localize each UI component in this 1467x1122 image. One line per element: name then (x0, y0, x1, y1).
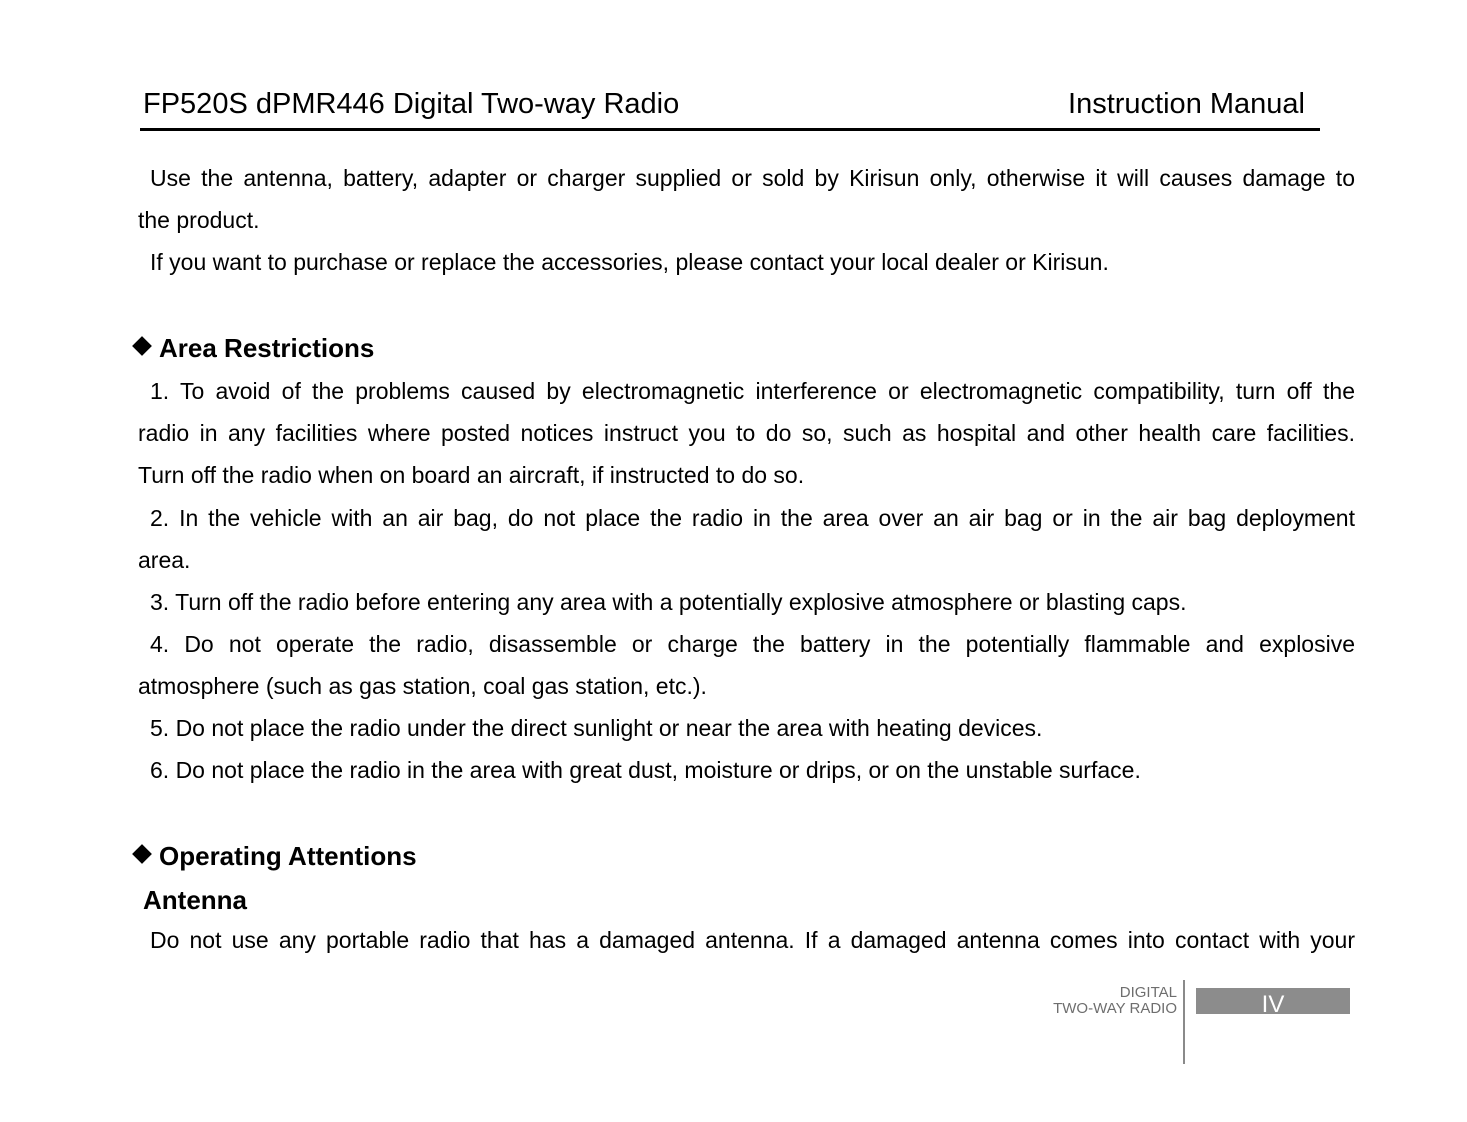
operating-attentions-heading (132, 840, 417, 872)
antenna-subheading: Antenna (143, 885, 247, 915)
restriction-item-line: 3. Turn off the radio before entering any area with a potentially explosive atmosphere or blasting caps. (150, 589, 1187, 615)
restriction-item-line: area. (138, 547, 191, 573)
diamond-bullet-icon (132, 844, 152, 864)
footer-caption-line: DIGITAL (1119, 984, 1177, 1001)
antenna-paragraph-line: Do not use any portable radio that has a damaged antenna. If a damaged antenna comes into contact with your (150, 927, 1355, 953)
header-divider (140, 128, 1320, 131)
document-type: Instruction Manual (1068, 88, 1305, 120)
accessories-paragraph-line: Use the antenna, battery, adapter or charger supplied or sold by Kirisun only, otherwise it will causes damage to (150, 165, 1355, 191)
restriction-item-line: Turn off the radio when on board an aircraft, if instructed to do so. (138, 462, 805, 488)
restriction-item-line: 4. Do not operate the radio, disassemble or charge the battery in the potentially flammable and explosive (150, 631, 1355, 657)
restriction-item-line: atmosphere (such as gas station, coal gas station, etc.). (138, 673, 707, 699)
restriction-item-line: 1. To avoid of the problems caused by electromagnetic interference or electromagnetic compatibility, turn off the (150, 378, 1355, 404)
accessories-paragraph-line: the product. (138, 207, 260, 233)
operating-attentions-heading-text: Operating Attentions (159, 841, 417, 871)
restriction-item-line: 2. In the vehicle with an air bag, do not place the radio in the area over an air bag or in the air bag deployment (150, 505, 1355, 531)
restriction-item-line: 6. Do not place the radio in the area with great dust, moisture or drips, or on the unstable surface. (150, 757, 1141, 783)
restriction-item-line: 5. Do not place the radio under the direct sunlight or near the area with heating devices. (150, 715, 1043, 741)
purchase-paragraph: If you want to purchase or replace the accessories, please contact your local dealer or Kirisun. (150, 249, 1109, 275)
footer-divider (1183, 980, 1185, 1064)
footer-caption-line: TWO-WAY RADIO (1053, 1000, 1177, 1017)
restriction-item-line: radio in any facilities where posted notices instruct you to do so, such as hospital and other health care facilities. (138, 420, 1355, 446)
diamond-bullet-icon (132, 336, 152, 356)
area-restrictions-heading-text: Area Restrictions (159, 333, 375, 363)
document-title: FP520S dPMR446 Digital Two-way Radio (143, 88, 680, 120)
area-restrictions-heading (132, 332, 374, 364)
page-number: IV (1196, 988, 1350, 1014)
